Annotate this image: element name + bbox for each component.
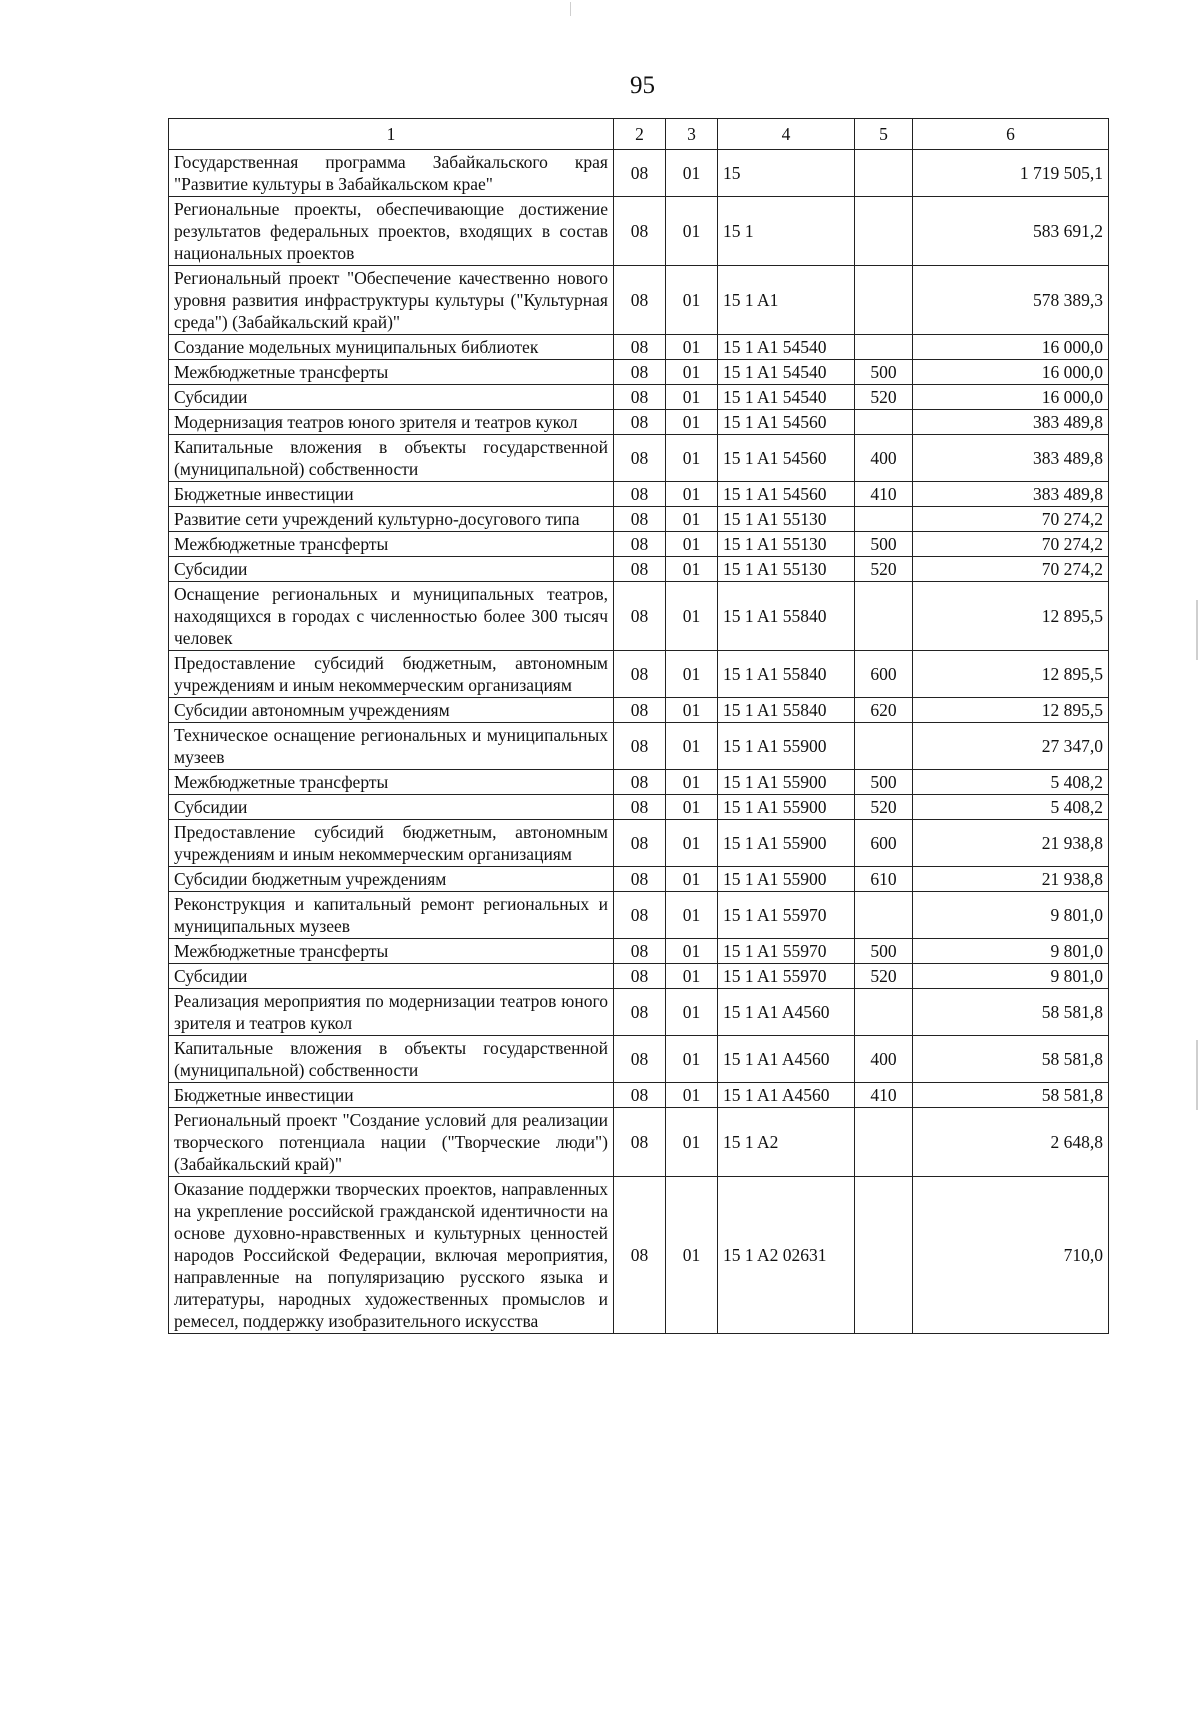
row-expense-type-cell	[855, 197, 913, 266]
row-expense-type-cell: 410	[855, 1083, 913, 1108]
row-expense-type-cell	[855, 892, 913, 939]
row-amount-cell: 12 895,5	[913, 651, 1109, 698]
row-target-code-cell: 15 1 A1 55970	[718, 964, 855, 989]
row-name-cell: Капитальные вложения в объекты государственной (муниципальной) собственности	[169, 1036, 614, 1083]
row-amount-cell: 58 581,8	[913, 989, 1109, 1036]
table-row	[169, 651, 1109, 698]
header-cell-5: 5	[855, 119, 913, 150]
row-section-cell: 08	[614, 1036, 666, 1083]
row-subsection-cell: 01	[666, 507, 718, 532]
row-subsection-cell: 01	[666, 1083, 718, 1108]
row-section-cell: 08	[614, 1108, 666, 1177]
row-section-cell: 08	[614, 1177, 666, 1334]
table-row	[169, 266, 1109, 335]
row-amount-cell: 21 938,8	[913, 820, 1109, 867]
row-section-cell: 08	[614, 150, 666, 197]
table-header-row	[169, 119, 1109, 150]
header-cell-1: 1	[169, 119, 614, 150]
table-row	[169, 557, 1109, 582]
table-row	[169, 989, 1109, 1036]
table-row	[169, 1083, 1109, 1108]
row-expense-type-cell	[855, 266, 913, 335]
row-subsection-cell: 01	[666, 482, 718, 507]
row-subsection-cell: 01	[666, 360, 718, 385]
table-row	[169, 820, 1109, 867]
row-amount-cell: 12 895,5	[913, 698, 1109, 723]
row-name-cell: Субсидии бюджетным учреждениям	[169, 867, 614, 892]
table-row	[169, 867, 1109, 892]
row-target-code-cell: 15 1 A1 54560	[718, 410, 855, 435]
row-expense-type-cell: 500	[855, 532, 913, 557]
row-target-code-cell: 15 1 A1 A4560	[718, 1036, 855, 1083]
row-name-cell: Создание модельных муниципальных библиотек	[169, 335, 614, 360]
row-name-cell: Предоставление субсидий бюджетным, автономным учреждениям и иным некоммерческим организациям	[169, 651, 614, 698]
row-amount-cell: 70 274,2	[913, 532, 1109, 557]
row-subsection-cell: 01	[666, 557, 718, 582]
row-subsection-cell: 01	[666, 1108, 718, 1177]
row-expense-type-cell	[855, 582, 913, 651]
row-name-cell: Развитие сети учреждений культурно-досугового типа	[169, 507, 614, 532]
table-row	[169, 1036, 1109, 1083]
row-section-cell: 08	[614, 582, 666, 651]
row-expense-type-cell	[855, 1108, 913, 1177]
row-amount-cell: 9 801,0	[913, 892, 1109, 939]
row-name-cell: Межбюджетные трансферты	[169, 532, 614, 557]
row-amount-cell: 9 801,0	[913, 939, 1109, 964]
row-subsection-cell: 01	[666, 266, 718, 335]
row-target-code-cell: 15 1 A1 55840	[718, 698, 855, 723]
row-amount-cell: 12 895,5	[913, 582, 1109, 651]
table-row	[169, 335, 1109, 360]
row-target-code-cell: 15	[718, 150, 855, 197]
row-target-code-cell: 15 1	[718, 197, 855, 266]
row-amount-cell: 58 581,8	[913, 1036, 1109, 1083]
row-amount-cell: 70 274,2	[913, 557, 1109, 582]
table-body	[169, 119, 1109, 1334]
row-amount-cell: 383 489,8	[913, 435, 1109, 482]
scan-edge-mark	[570, 2, 571, 16]
row-expense-type-cell: 620	[855, 698, 913, 723]
row-section-cell: 08	[614, 335, 666, 360]
page-number: 95	[630, 72, 655, 99]
row-amount-cell: 5 408,2	[913, 795, 1109, 820]
row-subsection-cell: 01	[666, 582, 718, 651]
row-section-cell: 08	[614, 989, 666, 1036]
row-target-code-cell: 15 1 A1 A4560	[718, 989, 855, 1036]
row-name-cell: Модернизация театров юного зрителя и театров кукол	[169, 410, 614, 435]
row-section-cell: 08	[614, 360, 666, 385]
row-section-cell: 08	[614, 820, 666, 867]
row-section-cell: 08	[614, 1083, 666, 1108]
row-section-cell: 08	[614, 266, 666, 335]
row-expense-type-cell	[855, 723, 913, 770]
table-row	[169, 435, 1109, 482]
row-subsection-cell: 01	[666, 651, 718, 698]
row-name-cell: Предоставление субсидий бюджетным, автономным учреждениям и иным некоммерческим организациям	[169, 820, 614, 867]
table-row	[169, 770, 1109, 795]
row-amount-cell: 2 648,8	[913, 1108, 1109, 1177]
row-section-cell: 08	[614, 651, 666, 698]
row-expense-type-cell: 500	[855, 770, 913, 795]
row-subsection-cell: 01	[666, 770, 718, 795]
row-amount-cell: 9 801,0	[913, 964, 1109, 989]
row-subsection-cell: 01	[666, 964, 718, 989]
row-section-cell: 08	[614, 532, 666, 557]
row-subsection-cell: 01	[666, 795, 718, 820]
table-row	[169, 964, 1109, 989]
row-name-cell: Межбюджетные трансферты	[169, 939, 614, 964]
row-section-cell: 08	[614, 723, 666, 770]
row-name-cell: Реконструкция и капитальный ремонт региональных и муниципальных музеев	[169, 892, 614, 939]
row-expense-type-cell: 520	[855, 795, 913, 820]
row-target-code-cell: 15 1 A1 55970	[718, 892, 855, 939]
row-target-code-cell: 15 1 A1 54540	[718, 335, 855, 360]
row-target-code-cell: 15 1 A1	[718, 266, 855, 335]
table-row	[169, 1108, 1109, 1177]
row-subsection-cell: 01	[666, 989, 718, 1036]
row-subsection-cell: 01	[666, 150, 718, 197]
row-target-code-cell: 15 1 A1 55970	[718, 939, 855, 964]
row-section-cell: 08	[614, 795, 666, 820]
table-row	[169, 507, 1109, 532]
table-row	[169, 939, 1109, 964]
row-name-cell: Межбюджетные трансферты	[169, 770, 614, 795]
row-section-cell: 08	[614, 892, 666, 939]
row-section-cell: 08	[614, 482, 666, 507]
row-section-cell: 08	[614, 770, 666, 795]
row-subsection-cell: 01	[666, 1036, 718, 1083]
row-target-code-cell: 15 1 A1 55130	[718, 557, 855, 582]
table-row	[169, 892, 1109, 939]
table-row	[169, 1177, 1109, 1334]
row-subsection-cell: 01	[666, 385, 718, 410]
row-target-code-cell: 15 1 A2 02631	[718, 1177, 855, 1334]
row-target-code-cell: 15 1 A1 55840	[718, 651, 855, 698]
row-target-code-cell: 15 1 A1 A4560	[718, 1083, 855, 1108]
row-target-code-cell: 15 1 A1 55900	[718, 795, 855, 820]
row-name-cell: Оснащение региональных и муниципальных театров, находящихся в городах с численностью более 300 тысяч человек	[169, 582, 614, 651]
row-expense-type-cell: 500	[855, 939, 913, 964]
table-row	[169, 385, 1109, 410]
row-name-cell: Субсидии	[169, 557, 614, 582]
row-target-code-cell: 15 1 A1 55900	[718, 770, 855, 795]
table-row	[169, 532, 1109, 557]
row-target-code-cell: 15 1 A1 55900	[718, 867, 855, 892]
row-section-cell: 08	[614, 964, 666, 989]
row-amount-cell: 383 489,8	[913, 410, 1109, 435]
row-expense-type-cell: 520	[855, 964, 913, 989]
row-subsection-cell: 01	[666, 820, 718, 867]
table-row	[169, 698, 1109, 723]
row-name-cell: Капитальные вложения в объекты государственной (муниципальной) собственности	[169, 435, 614, 482]
row-amount-cell: 383 489,8	[913, 482, 1109, 507]
row-name-cell: Реализация мероприятия по модернизации театров юного зрителя и театров кукол	[169, 989, 614, 1036]
row-expense-type-cell: 520	[855, 385, 913, 410]
row-expense-type-cell: 520	[855, 557, 913, 582]
row-subsection-cell: 01	[666, 410, 718, 435]
row-subsection-cell: 01	[666, 698, 718, 723]
row-amount-cell: 21 938,8	[913, 867, 1109, 892]
row-target-code-cell: 15 1 A1 54560	[718, 435, 855, 482]
budget-table	[168, 118, 1109, 1334]
row-subsection-cell: 01	[666, 435, 718, 482]
row-name-cell: Субсидии автономным учреждениям	[169, 698, 614, 723]
row-expense-type-cell	[855, 989, 913, 1036]
row-expense-type-cell: 400	[855, 435, 913, 482]
row-amount-cell: 70 274,2	[913, 507, 1109, 532]
row-expense-type-cell: 410	[855, 482, 913, 507]
row-expense-type-cell	[855, 335, 913, 360]
row-amount-cell: 578 389,3	[913, 266, 1109, 335]
header-cell-6: 6	[913, 119, 1109, 150]
row-expense-type-cell: 600	[855, 651, 913, 698]
row-name-cell: Региональный проект "Обеспечение качественно нового уровня развития инфраструктуры культуры ("Культурная среда") (Забайкальский край)"	[169, 266, 614, 335]
row-expense-type-cell: 600	[855, 820, 913, 867]
row-amount-cell: 16 000,0	[913, 335, 1109, 360]
row-expense-type-cell	[855, 507, 913, 532]
row-expense-type-cell: 400	[855, 1036, 913, 1083]
row-name-cell: Оказание поддержки творческих проектов, направленных на укрепление российской гражданской идентичности на основе духовно-нравственных и культурных ценностей народов Российской Федерации, включая мероприятия, направленные на популяризацию русского языка и литературы, народных художественных промыслов и ремесел, поддержку изобразительного искусства	[169, 1177, 614, 1334]
table-row	[169, 150, 1109, 197]
row-subsection-cell: 01	[666, 335, 718, 360]
row-section-cell: 08	[614, 435, 666, 482]
row-section-cell: 08	[614, 507, 666, 532]
row-expense-type-cell: 610	[855, 867, 913, 892]
row-amount-cell: 27 347,0	[913, 723, 1109, 770]
table-row	[169, 482, 1109, 507]
row-name-cell: Субсидии	[169, 964, 614, 989]
row-subsection-cell: 01	[666, 892, 718, 939]
row-name-cell: Межбюджетные трансферты	[169, 360, 614, 385]
row-target-code-cell: 15 1 A1 55130	[718, 507, 855, 532]
row-section-cell: 08	[614, 557, 666, 582]
row-section-cell: 08	[614, 197, 666, 266]
row-name-cell: Бюджетные инвестиции	[169, 482, 614, 507]
row-section-cell: 08	[614, 867, 666, 892]
table-row	[169, 723, 1109, 770]
row-target-code-cell: 15 1 A1 55900	[718, 820, 855, 867]
table-row	[169, 410, 1109, 435]
row-amount-cell: 16 000,0	[913, 385, 1109, 410]
table-row	[169, 582, 1109, 651]
scan-edge-mark	[1196, 600, 1198, 660]
row-name-cell: Бюджетные инвестиции	[169, 1083, 614, 1108]
header-cell-4: 4	[718, 119, 855, 150]
row-amount-cell: 583 691,2	[913, 197, 1109, 266]
row-expense-type-cell	[855, 1177, 913, 1334]
table-row	[169, 197, 1109, 266]
row-name-cell: Субсидии	[169, 795, 614, 820]
header-cell-2: 2	[614, 119, 666, 150]
row-subsection-cell: 01	[666, 197, 718, 266]
row-amount-cell: 58 581,8	[913, 1083, 1109, 1108]
row-target-code-cell: 15 1 A1 55130	[718, 532, 855, 557]
row-section-cell: 08	[614, 698, 666, 723]
table-row	[169, 360, 1109, 385]
row-subsection-cell: 01	[666, 723, 718, 770]
row-expense-type-cell	[855, 410, 913, 435]
row-name-cell: Региональные проекты, обеспечивающие достижение результатов федеральных проектов, входящих в состав национальных проектов	[169, 197, 614, 266]
row-amount-cell: 16 000,0	[913, 360, 1109, 385]
row-target-code-cell: 15 1 A1 55900	[718, 723, 855, 770]
row-subsection-cell: 01	[666, 1177, 718, 1334]
row-name-cell: Техническое оснащение региональных и муниципальных музеев	[169, 723, 614, 770]
row-expense-type-cell: 500	[855, 360, 913, 385]
row-name-cell: Государственная программа Забайкальского края "Развитие культуры в Забайкальском крае"	[169, 150, 614, 197]
row-target-code-cell: 15 1 A2	[718, 1108, 855, 1177]
row-name-cell: Субсидии	[169, 385, 614, 410]
row-amount-cell: 5 408,2	[913, 770, 1109, 795]
row-subsection-cell: 01	[666, 532, 718, 557]
scan-edge-mark	[1196, 1040, 1198, 1110]
row-target-code-cell: 15 1 A1 54540	[718, 385, 855, 410]
row-name-cell: Региональный проект "Создание условий для реализации творческого потенциала нации ("Творческие люди") (Забайкальский край)"	[169, 1108, 614, 1177]
row-target-code-cell: 15 1 A1 54560	[718, 482, 855, 507]
row-subsection-cell: 01	[666, 867, 718, 892]
row-subsection-cell: 01	[666, 939, 718, 964]
table-row	[169, 795, 1109, 820]
row-section-cell: 08	[614, 410, 666, 435]
row-target-code-cell: 15 1 A1 54540	[718, 360, 855, 385]
row-section-cell: 08	[614, 385, 666, 410]
row-target-code-cell: 15 1 A1 55840	[718, 582, 855, 651]
header-cell-3: 3	[666, 119, 718, 150]
row-expense-type-cell	[855, 150, 913, 197]
row-amount-cell: 710,0	[913, 1177, 1109, 1334]
row-section-cell: 08	[614, 939, 666, 964]
row-amount-cell: 1 719 505,1	[913, 150, 1109, 197]
